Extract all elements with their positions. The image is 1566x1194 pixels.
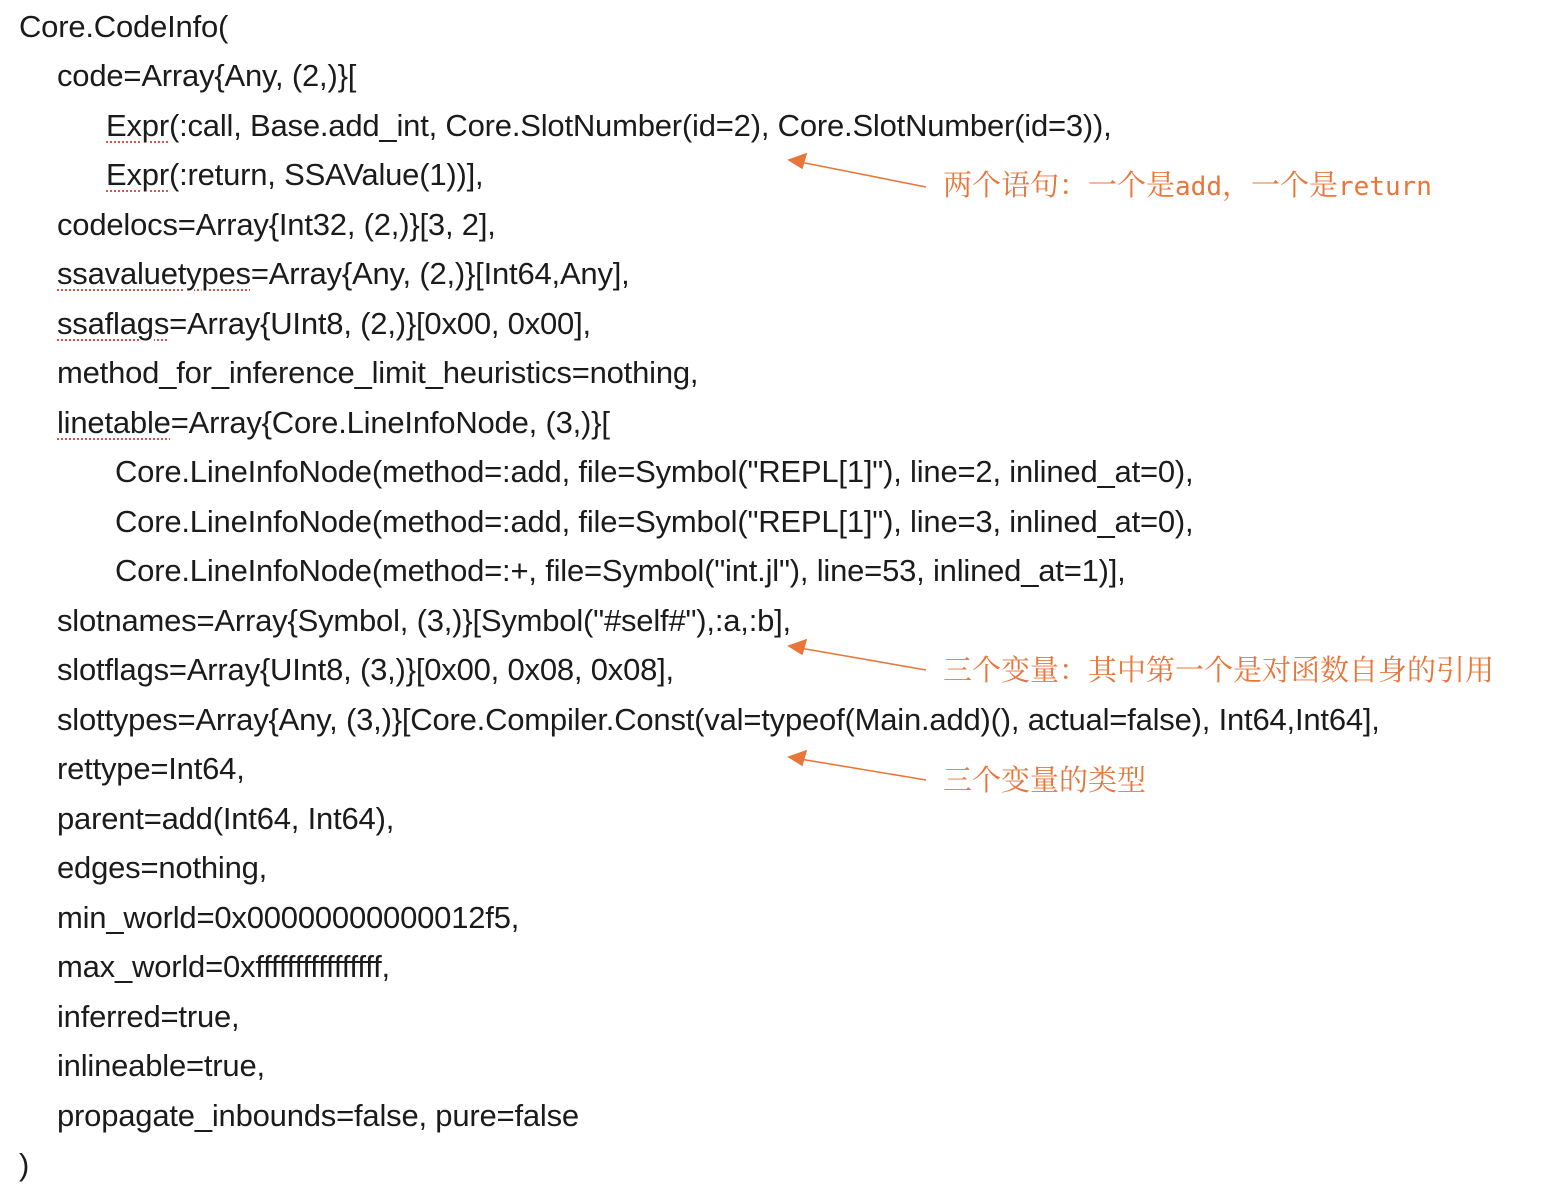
text-segment: propagate_inbounds=false, pure=false <box>57 1098 579 1133</box>
code-line-7 <box>57 354 698 392</box>
spellcheck-flagged-token: ssavaluetypes <box>57 256 251 291</box>
code-line-20 <box>57 998 239 1036</box>
code-line-22 <box>57 1097 579 1135</box>
text-segment: Core.LineInfoNode(method=:add, file=Symbol("REPL[1]"), line=3, inlined_at=0), <box>115 504 1194 539</box>
text-segment: min_world=0x00000000000012f5, <box>57 900 520 935</box>
code-line-11 <box>115 552 1126 590</box>
code-line-0 <box>19 8 228 46</box>
annotation-statements <box>943 167 1432 205</box>
text-segment: parent=add(Int64, Int64), <box>57 801 395 836</box>
code-line-8 <box>57 404 610 442</box>
code-keyword: return <box>1338 172 1432 202</box>
arrow-variable-types <box>800 759 926 780</box>
text-segment: Core.LineInfoNode(method=:add, file=Symbol("REPL[1]"), line=2, inlined_at=0), <box>115 454 1194 489</box>
code-line-2 <box>106 107 1112 145</box>
arrowhead-statements <box>789 154 806 168</box>
text-segment: (:return, SSAValue(1))], <box>168 157 484 192</box>
text-segment: slotnames=Array{Symbol, (3,)}[Symbol("#self#"),:a,:b], <box>57 603 791 638</box>
annotation-variables <box>943 652 1494 688</box>
code-line-4 <box>57 206 496 244</box>
spellcheck-flagged-token: ssaflags <box>57 306 170 341</box>
code-keyword: add <box>1175 172 1222 202</box>
text-segment: slottypes=Array{Any, (3,)}[Core.Compiler.Const(val=typeof(Main.add)(), actual=false), Int64,Int64], <box>57 702 1380 737</box>
code-line-23 <box>19 1146 29 1184</box>
arrow-variables <box>800 648 926 670</box>
text-segment: method_for_inference_limit_heuristics=nothing, <box>57 355 699 390</box>
code-line-18 <box>57 899 519 937</box>
code-line-17 <box>57 849 267 887</box>
code-line-6 <box>57 305 591 343</box>
code-line-14 <box>57 701 1380 739</box>
text-segment: 两个语句：一个是 <box>943 168 1176 202</box>
spellcheck-flagged-token: Expr <box>106 108 169 143</box>
text-segment: codelocs=Array{Int32, (2,)}[3, 2], <box>57 207 496 242</box>
text-segment: code=Array{Any, (2,)}[ <box>57 58 357 93</box>
arrowhead-variable-types <box>789 751 806 765</box>
text-segment: Core.CodeInfo( <box>19 9 229 44</box>
text-segment: =Array{UInt8, (2,)}[0x00, 0x00], <box>169 306 591 341</box>
text-segment: 三个变量：其中第一个是对函数自身的引用 <box>943 653 1495 687</box>
code-line-16 <box>57 800 394 838</box>
text-segment: =Array{Core.LineInfoNode, (3,)}[ <box>170 405 610 440</box>
text-segment: edges=nothing, <box>57 850 268 885</box>
code-line-19 <box>57 948 390 986</box>
code-line-5 <box>57 255 630 293</box>
text-segment: (:call, Base.add_int, Core.SlotNumber(id=2), Core.SlotNumber(id=3)), <box>168 108 1112 143</box>
text-segment: inferred=true, <box>57 999 240 1034</box>
text-segment: Core.LineInfoNode(method=:+, file=Symbol("int.jl"), line=53, inlined_at=1)], <box>115 553 1126 588</box>
spellcheck-flagged-token: Expr <box>106 157 169 192</box>
annotation-variable-types <box>943 762 1146 798</box>
text-segment: slotflags=Array{UInt8, (3,)}[0x00, 0x08, 0x08], <box>57 652 674 687</box>
code-line-15 <box>57 750 245 788</box>
text-segment: ) <box>19 1147 30 1182</box>
text-segment: max_world=0xffffffffffffffff, <box>57 949 390 984</box>
text-segment: 三个变量的类型 <box>943 763 1147 797</box>
text-segment: ，一个是 <box>1221 168 1338 202</box>
text-segment: =Array{Any, (2,)}[Int64,Any], <box>250 256 630 291</box>
code-line-21 <box>57 1047 265 1085</box>
text-segment: inlineable=true, <box>57 1048 265 1083</box>
code-line-9 <box>115 453 1193 491</box>
code-line-3 <box>106 156 483 194</box>
code-line-10 <box>115 503 1193 541</box>
spellcheck-flagged-token: linetable <box>57 405 171 440</box>
text-segment: rettype=Int64, <box>57 751 245 786</box>
code-line-1 <box>57 57 356 95</box>
code-line-13 <box>57 651 674 689</box>
arrow-statements <box>800 162 926 187</box>
code-line-12 <box>57 602 791 640</box>
arrowhead-variables <box>789 640 806 654</box>
